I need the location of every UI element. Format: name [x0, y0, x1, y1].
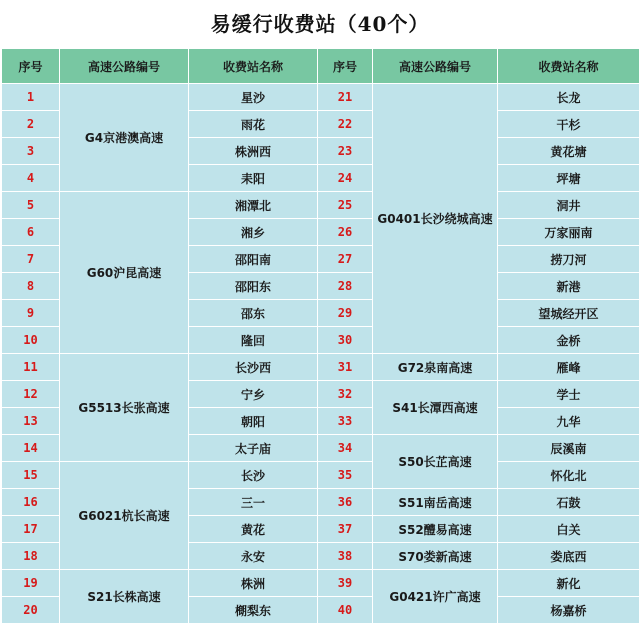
- station-cell: 杨嘉桥: [498, 597, 640, 624]
- seq-cell: 37: [318, 516, 373, 543]
- header-highway-left: 高速公路编号: [60, 49, 189, 84]
- station-cell: 株洲: [189, 570, 318, 597]
- station-cell: 白关: [498, 516, 640, 543]
- highway-cell: S21长株高速: [60, 570, 189, 624]
- seq-cell: 15: [2, 462, 60, 489]
- header-highway-right: 高速公路编号: [373, 49, 498, 84]
- seq-cell: 10: [2, 327, 60, 354]
- station-cell: 湘乡: [189, 219, 318, 246]
- station-cell: 邵阳东: [189, 273, 318, 300]
- highway-cell: S51南岳高速: [373, 489, 498, 516]
- highway-cell: G0401长沙绕城高速: [373, 84, 498, 354]
- station-cell: 怀化北: [498, 462, 640, 489]
- station-cell: 新港: [498, 273, 640, 300]
- header-seq-right: 序号: [318, 49, 373, 84]
- station-cell: 永安: [189, 543, 318, 570]
- station-cell: 樃梨东: [189, 597, 318, 624]
- highway-cell: G0421许广高速: [373, 570, 498, 624]
- seq-cell: 9: [2, 300, 60, 327]
- station-cell: 宁乡: [189, 381, 318, 408]
- highway-cell: G72泉南高速: [373, 354, 498, 381]
- header-station-left: 收费站名称: [189, 49, 318, 84]
- seq-cell: 20: [2, 597, 60, 624]
- station-cell: 学士: [498, 381, 640, 408]
- highway-cell: S41长潭西高速: [373, 381, 498, 435]
- table-row: [2, 570, 640, 597]
- station-cell: 望城经开区: [498, 300, 640, 327]
- table-title: 易缓行收费站（40个）: [210, 12, 430, 36]
- seq-cell: 14: [2, 435, 60, 462]
- station-cell: 三一: [189, 489, 318, 516]
- seq-cell: 18: [2, 543, 60, 570]
- station-cell: 株洲西: [189, 138, 318, 165]
- station-cell: 长龙: [498, 84, 640, 111]
- seq-cell: 27: [318, 246, 373, 273]
- table-row: [2, 84, 640, 111]
- station-cell: 捞刀河: [498, 246, 640, 273]
- station-cell: 九华: [498, 408, 640, 435]
- station-cell: 石鼓: [498, 489, 640, 516]
- seq-cell: 24: [318, 165, 373, 192]
- station-cell: 耒阳: [189, 165, 318, 192]
- station-cell: 雁峰: [498, 354, 640, 381]
- highway-cell: G4京港澳高速: [60, 84, 189, 192]
- seq-cell: 32: [318, 381, 373, 408]
- station-cell: 长沙西: [189, 354, 318, 381]
- seq-cell: 31: [318, 354, 373, 381]
- station-cell: 洞井: [498, 192, 640, 219]
- seq-cell: 6: [2, 219, 60, 246]
- station-cell: 金桥: [498, 327, 640, 354]
- station-cell: 邵阳南: [189, 246, 318, 273]
- seq-cell: 40: [318, 597, 373, 624]
- station-cell: 长沙: [189, 462, 318, 489]
- seq-cell: 30: [318, 327, 373, 354]
- station-cell: 坪塘: [498, 165, 640, 192]
- highway-cell: S50长芷高速: [373, 435, 498, 489]
- seq-cell: 28: [318, 273, 373, 300]
- seq-cell: 35: [318, 462, 373, 489]
- seq-cell: 16: [2, 489, 60, 516]
- seq-cell: 2: [2, 111, 60, 138]
- seq-cell: 38: [318, 543, 373, 570]
- seq-cell: 26: [318, 219, 373, 246]
- toll-station-table: [1, 48, 640, 624]
- seq-cell: 29: [318, 300, 373, 327]
- highway-cell: S52醴易高速: [373, 516, 498, 543]
- station-cell: 干杉: [498, 111, 640, 138]
- table-row: [2, 462, 640, 489]
- header-station-right: 收费站名称: [498, 49, 640, 84]
- seq-cell: 13: [2, 408, 60, 435]
- seq-cell: 33: [318, 408, 373, 435]
- station-cell: 湘潭北: [189, 192, 318, 219]
- seq-cell: 11: [2, 354, 60, 381]
- header-seq-left: 序号: [2, 49, 60, 84]
- station-cell: 雨花: [189, 111, 318, 138]
- seq-cell: 39: [318, 570, 373, 597]
- header-row: [2, 49, 640, 84]
- highway-cell: S70娄新高速: [373, 543, 498, 570]
- station-cell: 邵东: [189, 300, 318, 327]
- seq-cell: 36: [318, 489, 373, 516]
- station-cell: 星沙: [189, 84, 318, 111]
- seq-cell: 25: [318, 192, 373, 219]
- station-cell: 太子庙: [189, 435, 318, 462]
- station-cell: 隆回: [189, 327, 318, 354]
- seq-cell: 7: [2, 246, 60, 273]
- station-cell: 朝阳: [189, 408, 318, 435]
- station-cell: 黄花塘: [498, 138, 640, 165]
- seq-cell: 23: [318, 138, 373, 165]
- station-cell: 黄花: [189, 516, 318, 543]
- highway-cell: G6021杭长高速: [60, 462, 189, 570]
- station-cell: 万家丽南: [498, 219, 640, 246]
- seq-cell: 19: [2, 570, 60, 597]
- table-row: [2, 192, 640, 219]
- highway-cell: G60沪昆高速: [60, 192, 189, 354]
- seq-cell: 3: [2, 138, 60, 165]
- table-body: [2, 84, 640, 624]
- seq-cell: 12: [2, 381, 60, 408]
- highway-cell: G5513长张高速: [60, 354, 189, 462]
- seq-cell: 1: [2, 84, 60, 111]
- seq-cell: 21: [318, 84, 373, 111]
- station-cell: 辰溪南: [498, 435, 640, 462]
- seq-cell: 4: [2, 165, 60, 192]
- station-cell: 娄底西: [498, 543, 640, 570]
- seq-cell: 34: [318, 435, 373, 462]
- seq-cell: 5: [2, 192, 60, 219]
- station-cell: 新化: [498, 570, 640, 597]
- seq-cell: 8: [2, 273, 60, 300]
- seq-cell: 22: [318, 111, 373, 138]
- seq-cell: 17: [2, 516, 60, 543]
- table-row: [2, 354, 640, 381]
